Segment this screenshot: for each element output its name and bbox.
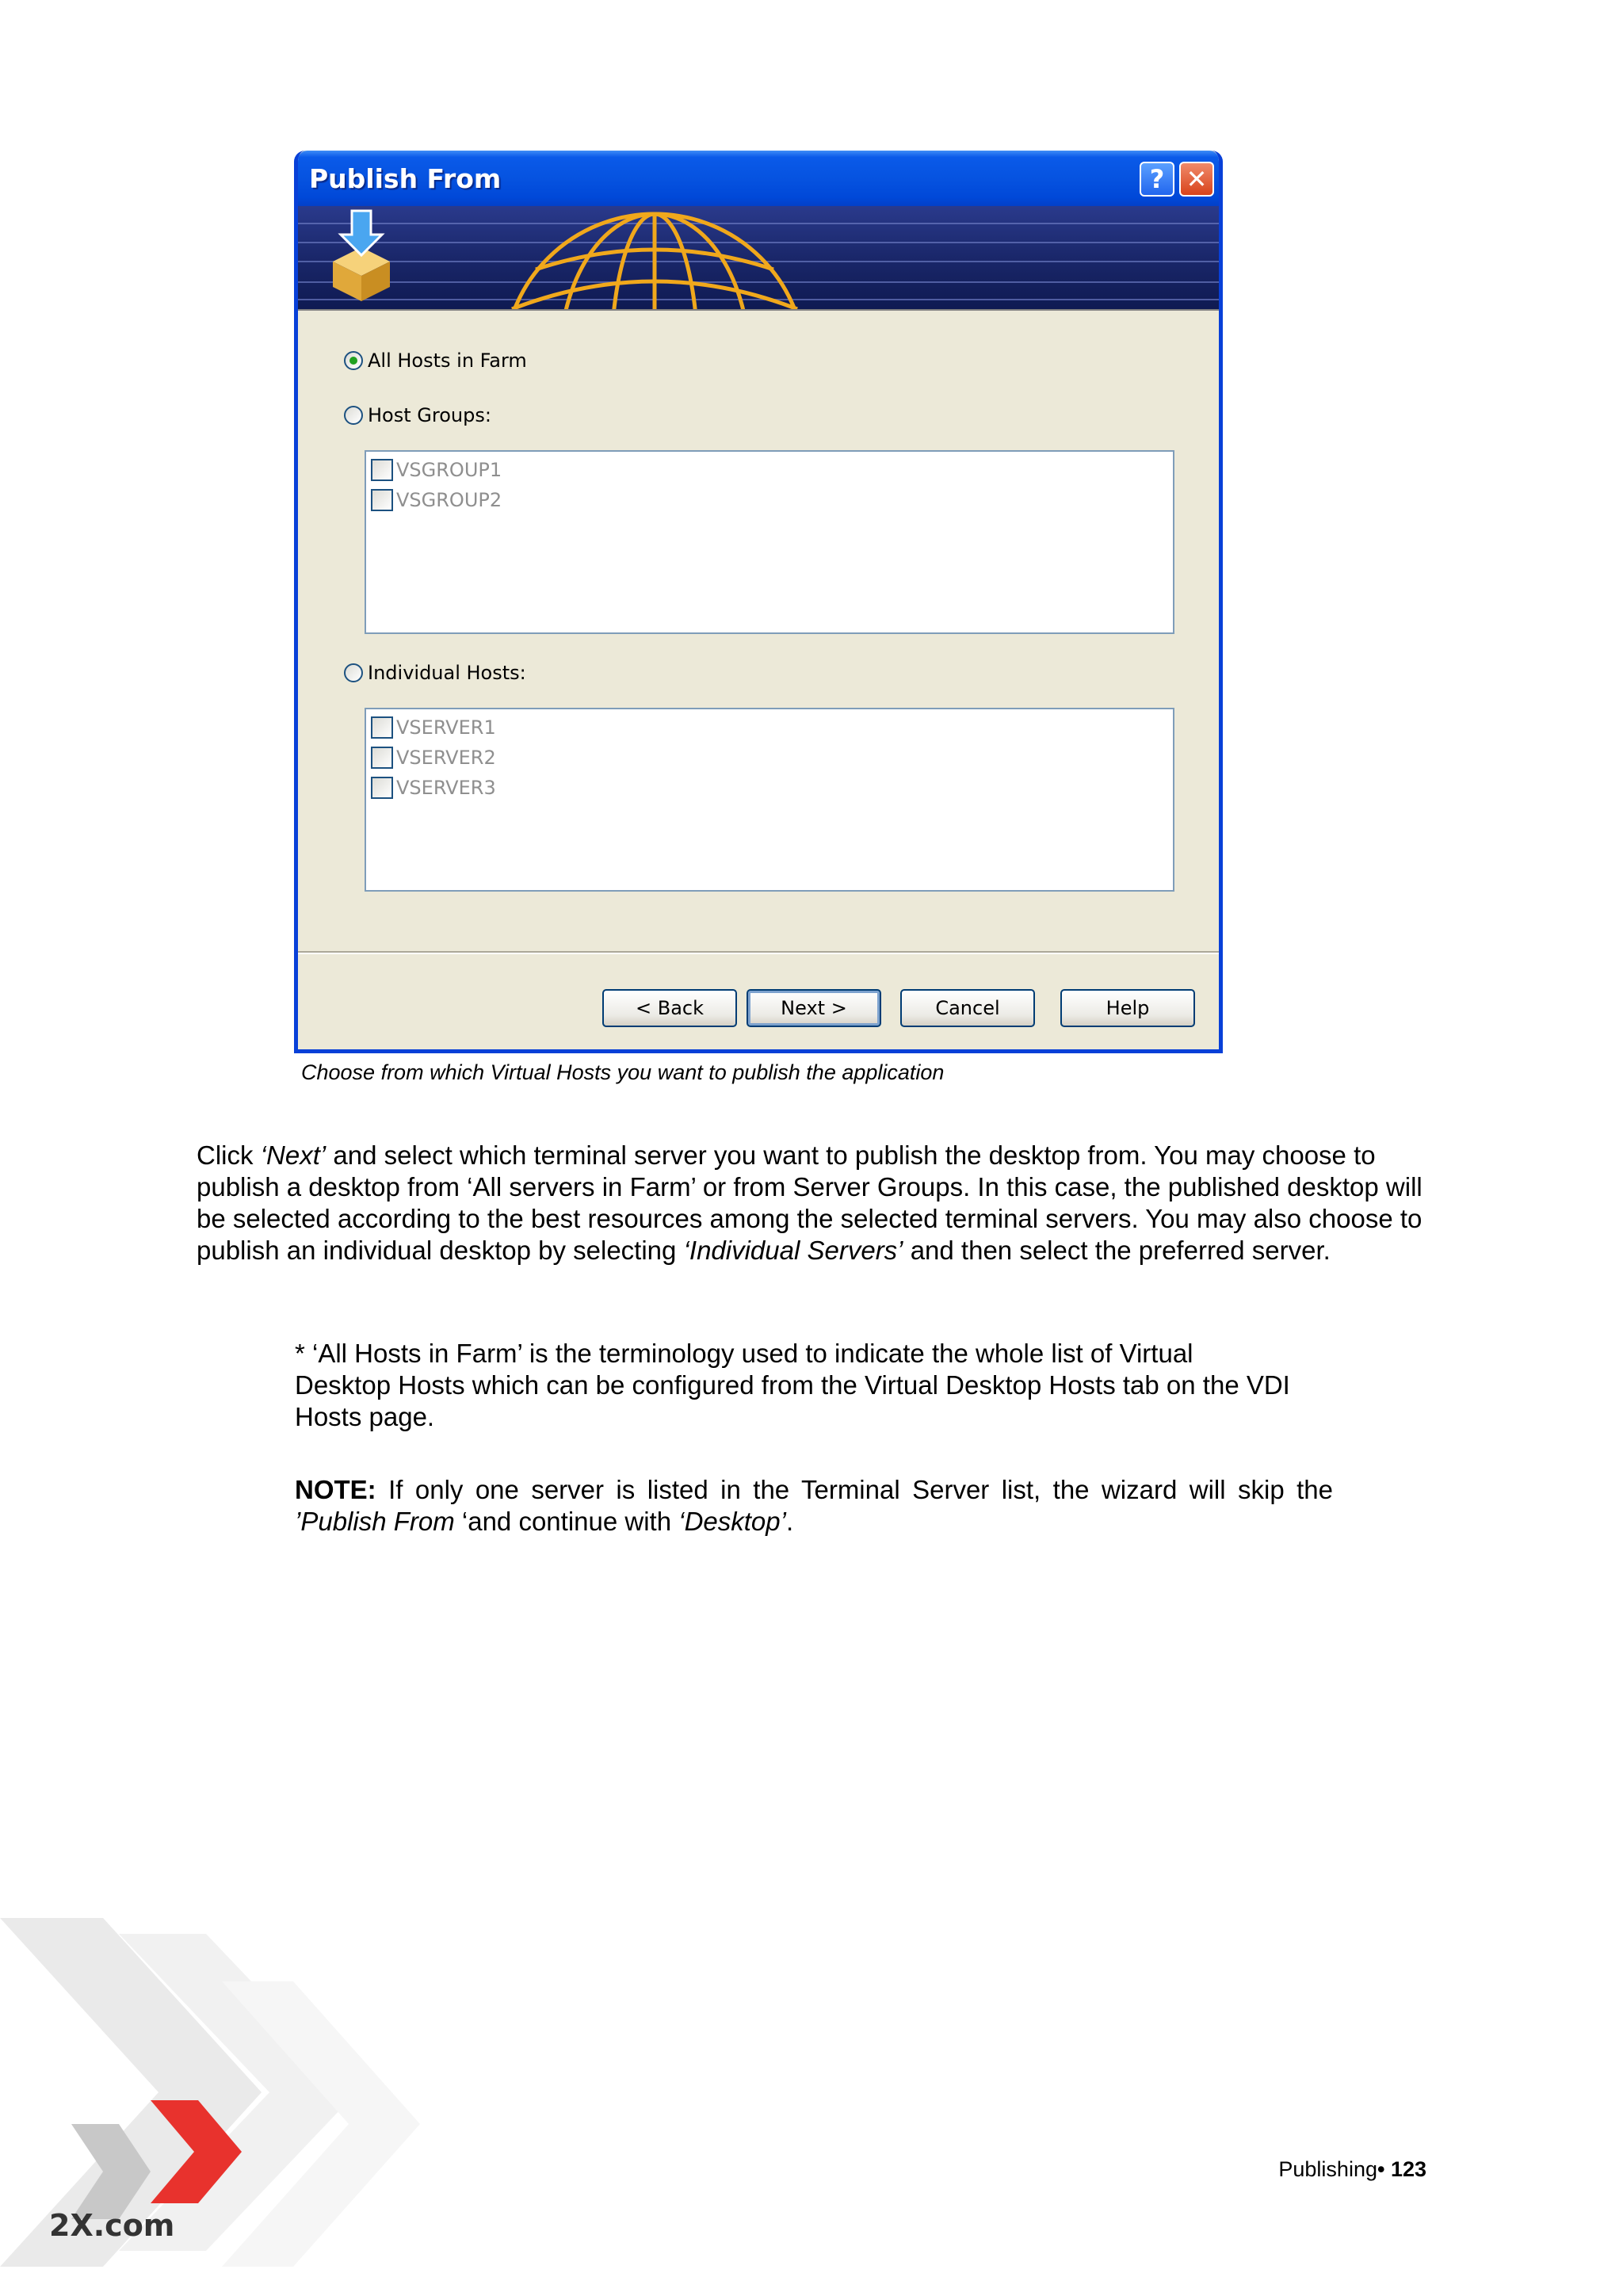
next-button-label: Next >: [781, 997, 847, 1019]
list-item-label: VSERVER3: [396, 777, 496, 799]
checkbox[interactable]: [371, 747, 393, 769]
text-run: ‘and continue with: [461, 1507, 679, 1536]
download-box-icon: [333, 211, 390, 301]
all-hosts-radio[interactable]: [344, 350, 527, 372]
title-bar[interactable]: [298, 151, 1219, 206]
note-paragraph: [295, 1474, 1333, 1538]
text-run: and then select the preferred server.: [903, 1236, 1331, 1265]
next-button[interactable]: [747, 989, 881, 1027]
host-groups-radio[interactable]: [344, 404, 491, 426]
all-hosts-label: All Hosts in Farm: [368, 350, 527, 372]
host-groups-list[interactable]: [365, 450, 1174, 634]
dialog-content: [298, 311, 1219, 1049]
text-run-italic: ’Publish From: [295, 1507, 462, 1536]
list-item[interactable]: [366, 773, 1173, 803]
cancel-button[interactable]: [900, 989, 1035, 1027]
note-label: NOTE:: [295, 1475, 376, 1504]
footer-section: Publishing: [1278, 2157, 1377, 2181]
help-icon[interactable]: ?: [1140, 162, 1174, 197]
cancel-button-label: Cancel: [935, 997, 1000, 1019]
list-item[interactable]: [366, 455, 1173, 485]
text-run-italic: ‘Next’: [260, 1140, 327, 1170]
close-icon[interactable]: ✕: [1179, 162, 1214, 197]
host-groups-label: Host Groups:: [368, 404, 491, 426]
list-item-label: VSGROUP2: [396, 489, 502, 511]
page-number: 123: [1384, 2157, 1426, 2181]
text-run-italic: ‘Desktop’: [678, 1507, 786, 1536]
button-separator: [298, 951, 1219, 954]
back-button-label: < Back: [635, 997, 704, 1019]
list-item-label: VSERVER2: [396, 747, 496, 769]
text-run-italic: ‘Individual Servers’: [683, 1236, 903, 1265]
terminology-paragraph: * ‘All Hosts in Farm’ is the terminology used to indicate the whole list of Virtual Desktop Hosts which can be configured from the Virtual Desktop Hosts tab on the VDI Hosts page.: [295, 1339, 1290, 1431]
dialog-title: Publish From: [309, 163, 502, 194]
list-item[interactable]: [366, 712, 1173, 743]
wizard-banner: [298, 206, 1219, 311]
radio-button-checked[interactable]: [344, 351, 363, 370]
help-button[interactable]: [1060, 989, 1195, 1027]
text-run: and select which terminal server you want to publish the desktop from. You may choose to publish a desktop from ‘All servers in Farm’ or from Server Groups. In this case, the published desktop will be selected according to the best resources among the selected terminal servers. You may also choose to publish an individual desktop by selecting: [197, 1140, 1423, 1265]
page-footer: [1278, 2157, 1426, 2182]
checkbox[interactable]: [371, 489, 393, 511]
checkbox[interactable]: [371, 716, 393, 739]
figure-caption: Choose from which Virtual Hosts you want to publish the application: [301, 1060, 945, 1084]
checkbox[interactable]: [371, 777, 393, 799]
2x-logo-text: 2X.com: [49, 2208, 175, 2243]
help-button-label: Help: [1106, 997, 1150, 1019]
back-button[interactable]: [602, 989, 737, 1027]
radio-button[interactable]: [344, 663, 363, 682]
text-run: Click: [197, 1140, 261, 1170]
list-item[interactable]: [366, 743, 1173, 773]
body-paragraph: [197, 1140, 1433, 1266]
checkbox[interactable]: [371, 459, 393, 481]
text-run: .: [785, 1507, 794, 1536]
list-item[interactable]: [366, 485, 1173, 515]
banner-globe-icon: [298, 206, 1219, 309]
footer-bullet: •: [1377, 2157, 1385, 2181]
list-item-label: VSGROUP1: [396, 459, 502, 481]
individual-hosts-list[interactable]: [365, 708, 1174, 892]
individual-hosts-radio[interactable]: [344, 662, 526, 684]
text-run: If only one server is listed in the Terminal Server list, the wizard will skip the: [376, 1475, 1333, 1504]
list-item-label: VSERVER1: [396, 716, 496, 739]
radio-button[interactable]: [344, 406, 363, 425]
publish-from-dialog: [294, 151, 1223, 1053]
individual-hosts-label: Individual Hosts:: [368, 662, 526, 684]
